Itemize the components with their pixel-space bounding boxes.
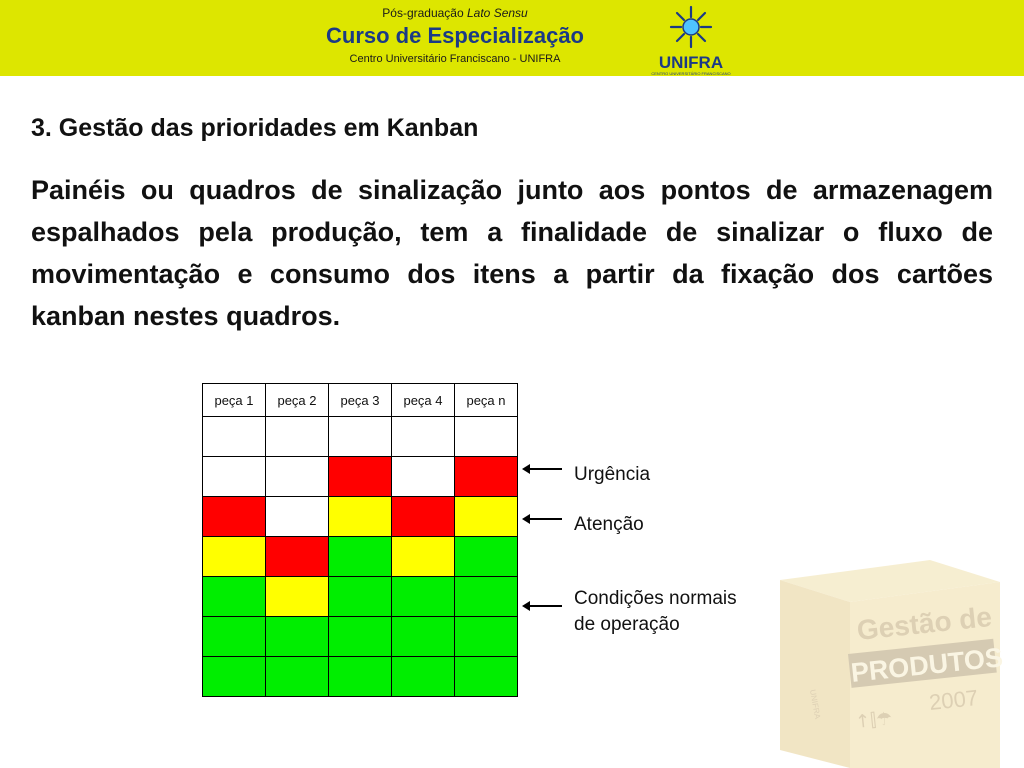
board-cell [203, 657, 266, 697]
board-cell [266, 537, 329, 577]
logo-tagline: CENTRO UNIVERSITÁRIO FRANCISCANO [651, 71, 731, 76]
board-cell [455, 497, 518, 537]
body-paragraph: Painéis ou quadros de sinalização junto aos pontos de armazenagem espalhados pela produção, tem a finalidade de sinalizar o fluxo de movimentação e consumo dos itens a partir da fixação dos cartões kanban nestes quadros. [31, 175, 993, 331]
board-cell [203, 617, 266, 657]
board-body [203, 417, 518, 697]
board-row [203, 537, 518, 577]
board-cell [392, 417, 455, 457]
program-line [0, 6, 910, 20]
board-cell [455, 577, 518, 617]
deco-line1: Gestão de [855, 600, 994, 646]
unifra-logo [648, 4, 734, 76]
legend-attention: Atenção [574, 514, 644, 535]
board-cell [392, 537, 455, 577]
board-cell [329, 577, 392, 617]
board-cell [392, 457, 455, 497]
legend-normal-line1: Condições normais [574, 588, 737, 609]
board-cell [203, 417, 266, 457]
board-row [203, 577, 518, 617]
sun-star-logo-icon [648, 4, 734, 54]
board-row [203, 417, 518, 457]
board-column-header: peça 1 [203, 384, 266, 417]
board-cell [455, 457, 518, 497]
board-cell [329, 537, 392, 577]
board-cell [203, 577, 266, 617]
board-row [203, 617, 518, 657]
board-cell [455, 617, 518, 657]
normal-arrow-icon [524, 605, 562, 607]
board-column-header: peça 3 [329, 384, 392, 417]
board-row [203, 457, 518, 497]
program-italic: Lato Sensu [467, 6, 528, 20]
board-cell [266, 577, 329, 617]
deco-line2: PRODUTOS [849, 642, 1005, 688]
board-cell [203, 497, 266, 537]
board-cell [329, 657, 392, 697]
board-cell [329, 457, 392, 497]
board-cell [455, 537, 518, 577]
program-prefix: Pós-graduação [382, 6, 464, 20]
institution-subtitle: Centro Universitário Franciscano - UNIFRA [349, 53, 561, 65]
board-cell [329, 617, 392, 657]
attention-arrow-icon [524, 518, 562, 520]
course-title: Curso de Especialização [326, 23, 584, 48]
board-column-header: peça n [455, 384, 518, 417]
deco-symbols-icon: ↑⫿☂ [854, 708, 894, 733]
urgency-arrow-icon [524, 468, 562, 470]
board-cell [392, 497, 455, 537]
board-cell [203, 457, 266, 497]
board-cell [266, 657, 329, 697]
board-cell [392, 617, 455, 657]
deco-side-text: UNIFRA [808, 688, 823, 720]
board-header-row [203, 384, 518, 417]
board-cell [455, 417, 518, 457]
board-cell [329, 497, 392, 537]
board-cell [329, 417, 392, 457]
board-cell [266, 617, 329, 657]
kanban-board [202, 383, 518, 697]
legend-normal [574, 586, 737, 638]
board-cell [203, 537, 266, 577]
header-banner [0, 0, 1024, 76]
board-cell [266, 457, 329, 497]
board-row [203, 657, 518, 697]
board-row [203, 497, 518, 537]
board-cell [455, 657, 518, 697]
section-title: 3. Gestão das prioridades em Kanban [31, 114, 479, 142]
legend-urgency: Urgência [574, 464, 651, 485]
deco-year: 2007 [927, 684, 980, 715]
board-cell [266, 497, 329, 537]
board-column-header: peça 4 [392, 384, 455, 417]
board-column-header: peça 2 [266, 384, 329, 417]
logo-wordmark: UNIFRA [658, 53, 724, 72]
board-cell [266, 417, 329, 457]
board-cell [392, 577, 455, 617]
legend-normal-line2: de operação [574, 614, 680, 635]
gestao-produtos-box-watermark [780, 560, 1024, 768]
board-cell [392, 657, 455, 697]
